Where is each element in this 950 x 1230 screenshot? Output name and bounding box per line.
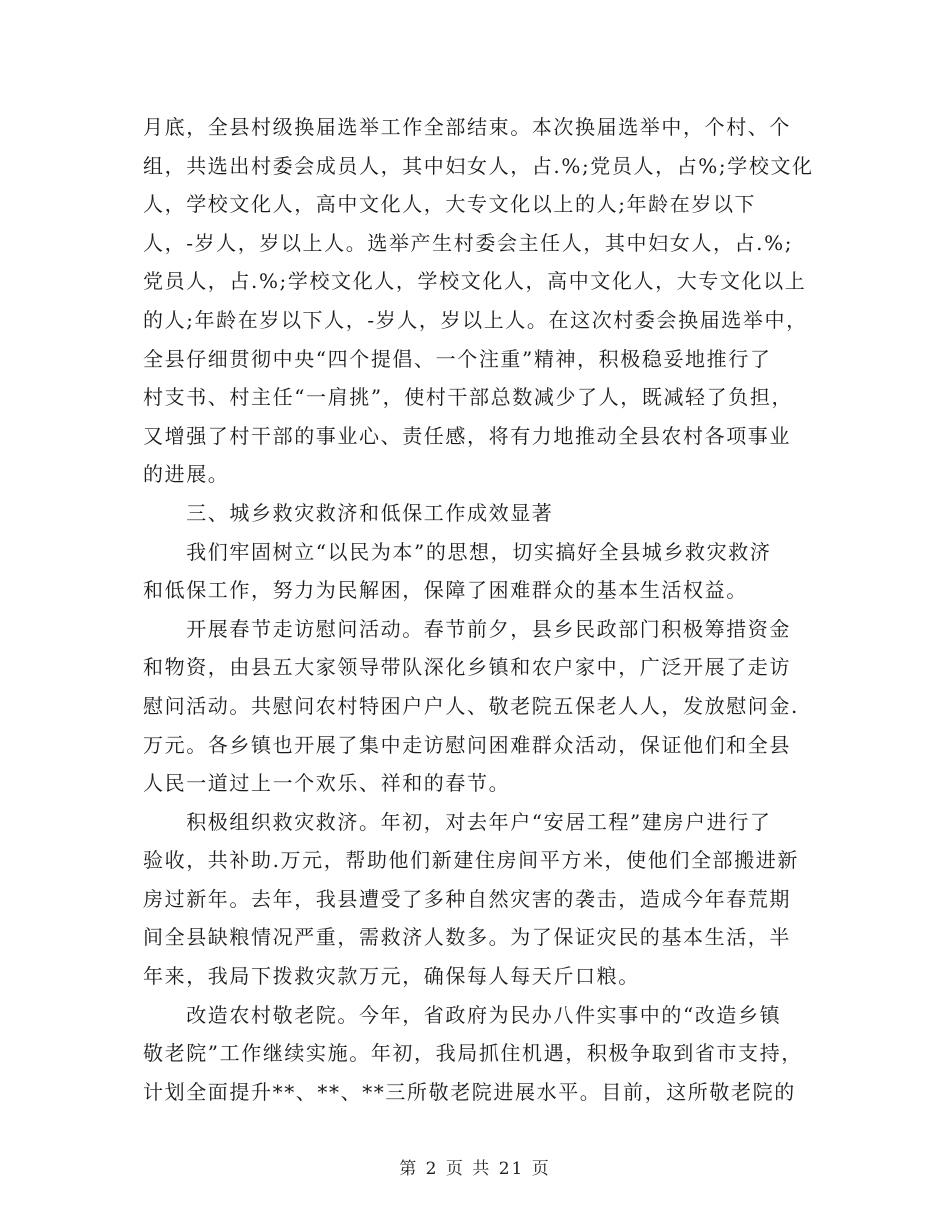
text-line: 全县仔细贯彻中央“四个提倡、一个注重”精神，积极稳妥地推行了 <box>143 346 772 371</box>
text-line: 组，共选出村委会成员人，其中妇女人，占.%;党员人，占%;学校文化 <box>143 153 814 178</box>
text-line: 万元。各乡镇也开展了集中走访慰问困难群众活动，保证他们和全县 <box>143 732 791 757</box>
text-line: 又增强了村干部的事业心、责任感，将有力地推动全县农村各项事业 <box>143 423 791 448</box>
text-line: 敬老院”工作继续实施。年初，我局抓住机遇，积极争取到省市支持， <box>143 1041 803 1066</box>
text-line: 房过新年。去年，我县遭受了多种自然灾害的袭击，造成今年春荒期 <box>143 886 791 911</box>
page-number-footer: 第 2 页 共 21 页 <box>399 1159 551 1179</box>
text-line: 月底，全县村级换届选举工作全部结束。本次换届选举中，个村、个 <box>143 115 791 139</box>
text-line: 验收，共补助.万元，帮助他们新建住房间平方米，使他们全部搬进新 <box>143 848 799 873</box>
text-line: 和物资，由县五大家领导带队深化乡镇和农户家中，广泛开展了走访 <box>143 655 791 680</box>
text-line: 村支书、村主任“一肩挑”，使村干部总数减少了人，既减轻了负担， <box>143 385 794 410</box>
text-line: 人，学校文化人，高中文化人，大专文化以上的人;年龄在岁以下 <box>143 192 757 217</box>
text-line: 间全县缺粮情况严重，需救济人数多。为了保证灾民的基本生活，半 <box>143 925 791 950</box>
text-line: 计划全面提升**、**、**三所敬老院进展水平。目前，这所敬老院的 <box>143 1079 796 1104</box>
body-text <box>143 108 814 1111</box>
text-line: 和低保工作，努力为民解困，保障了困难群众的基本生活权益。 <box>143 578 748 603</box>
text-line: 人，-岁人，岁以上人。选举产生村委会主任人，其中妇女人，占.%; <box>143 230 794 255</box>
text-line: 开展春节走访慰问活动。春节前夕，县乡民政部门积极筹措资金 <box>143 616 791 641</box>
text-line: 人民一道过上一个欢乐、祥和的春节。 <box>143 771 511 796</box>
text-line: 慰问活动。共慰问农村特困户户人、敬老院五保老人人，发放慰问金. <box>143 693 799 718</box>
text-line: 党员人，占.%;学校文化人，学校文化人，高中文化人，大专文化以上 <box>143 269 807 294</box>
text-line: 改造农村敬老院。今年，省政府为民办八件实事中的“改造乡镇 <box>143 1002 782 1027</box>
text-line: 积极组织救灾救济。年初，对去年户“安居工程”建房户进行了 <box>143 809 772 834</box>
text-line: 我们牢固树立“以民为本”的思想，切实搞好全县城乡救灾救济 <box>143 539 772 564</box>
section-heading: 三、城乡救灾救济和低保工作成效显著 <box>143 500 554 525</box>
text-line: 年来，我局下拨救灾款万元，确保每人每天斤口粮。 <box>143 964 640 989</box>
text-line: 的人;年龄在岁以下人，-岁人，岁以上人。在这次村委会换届选举中， <box>143 307 808 332</box>
text-line: 的进展。 <box>143 462 230 487</box>
